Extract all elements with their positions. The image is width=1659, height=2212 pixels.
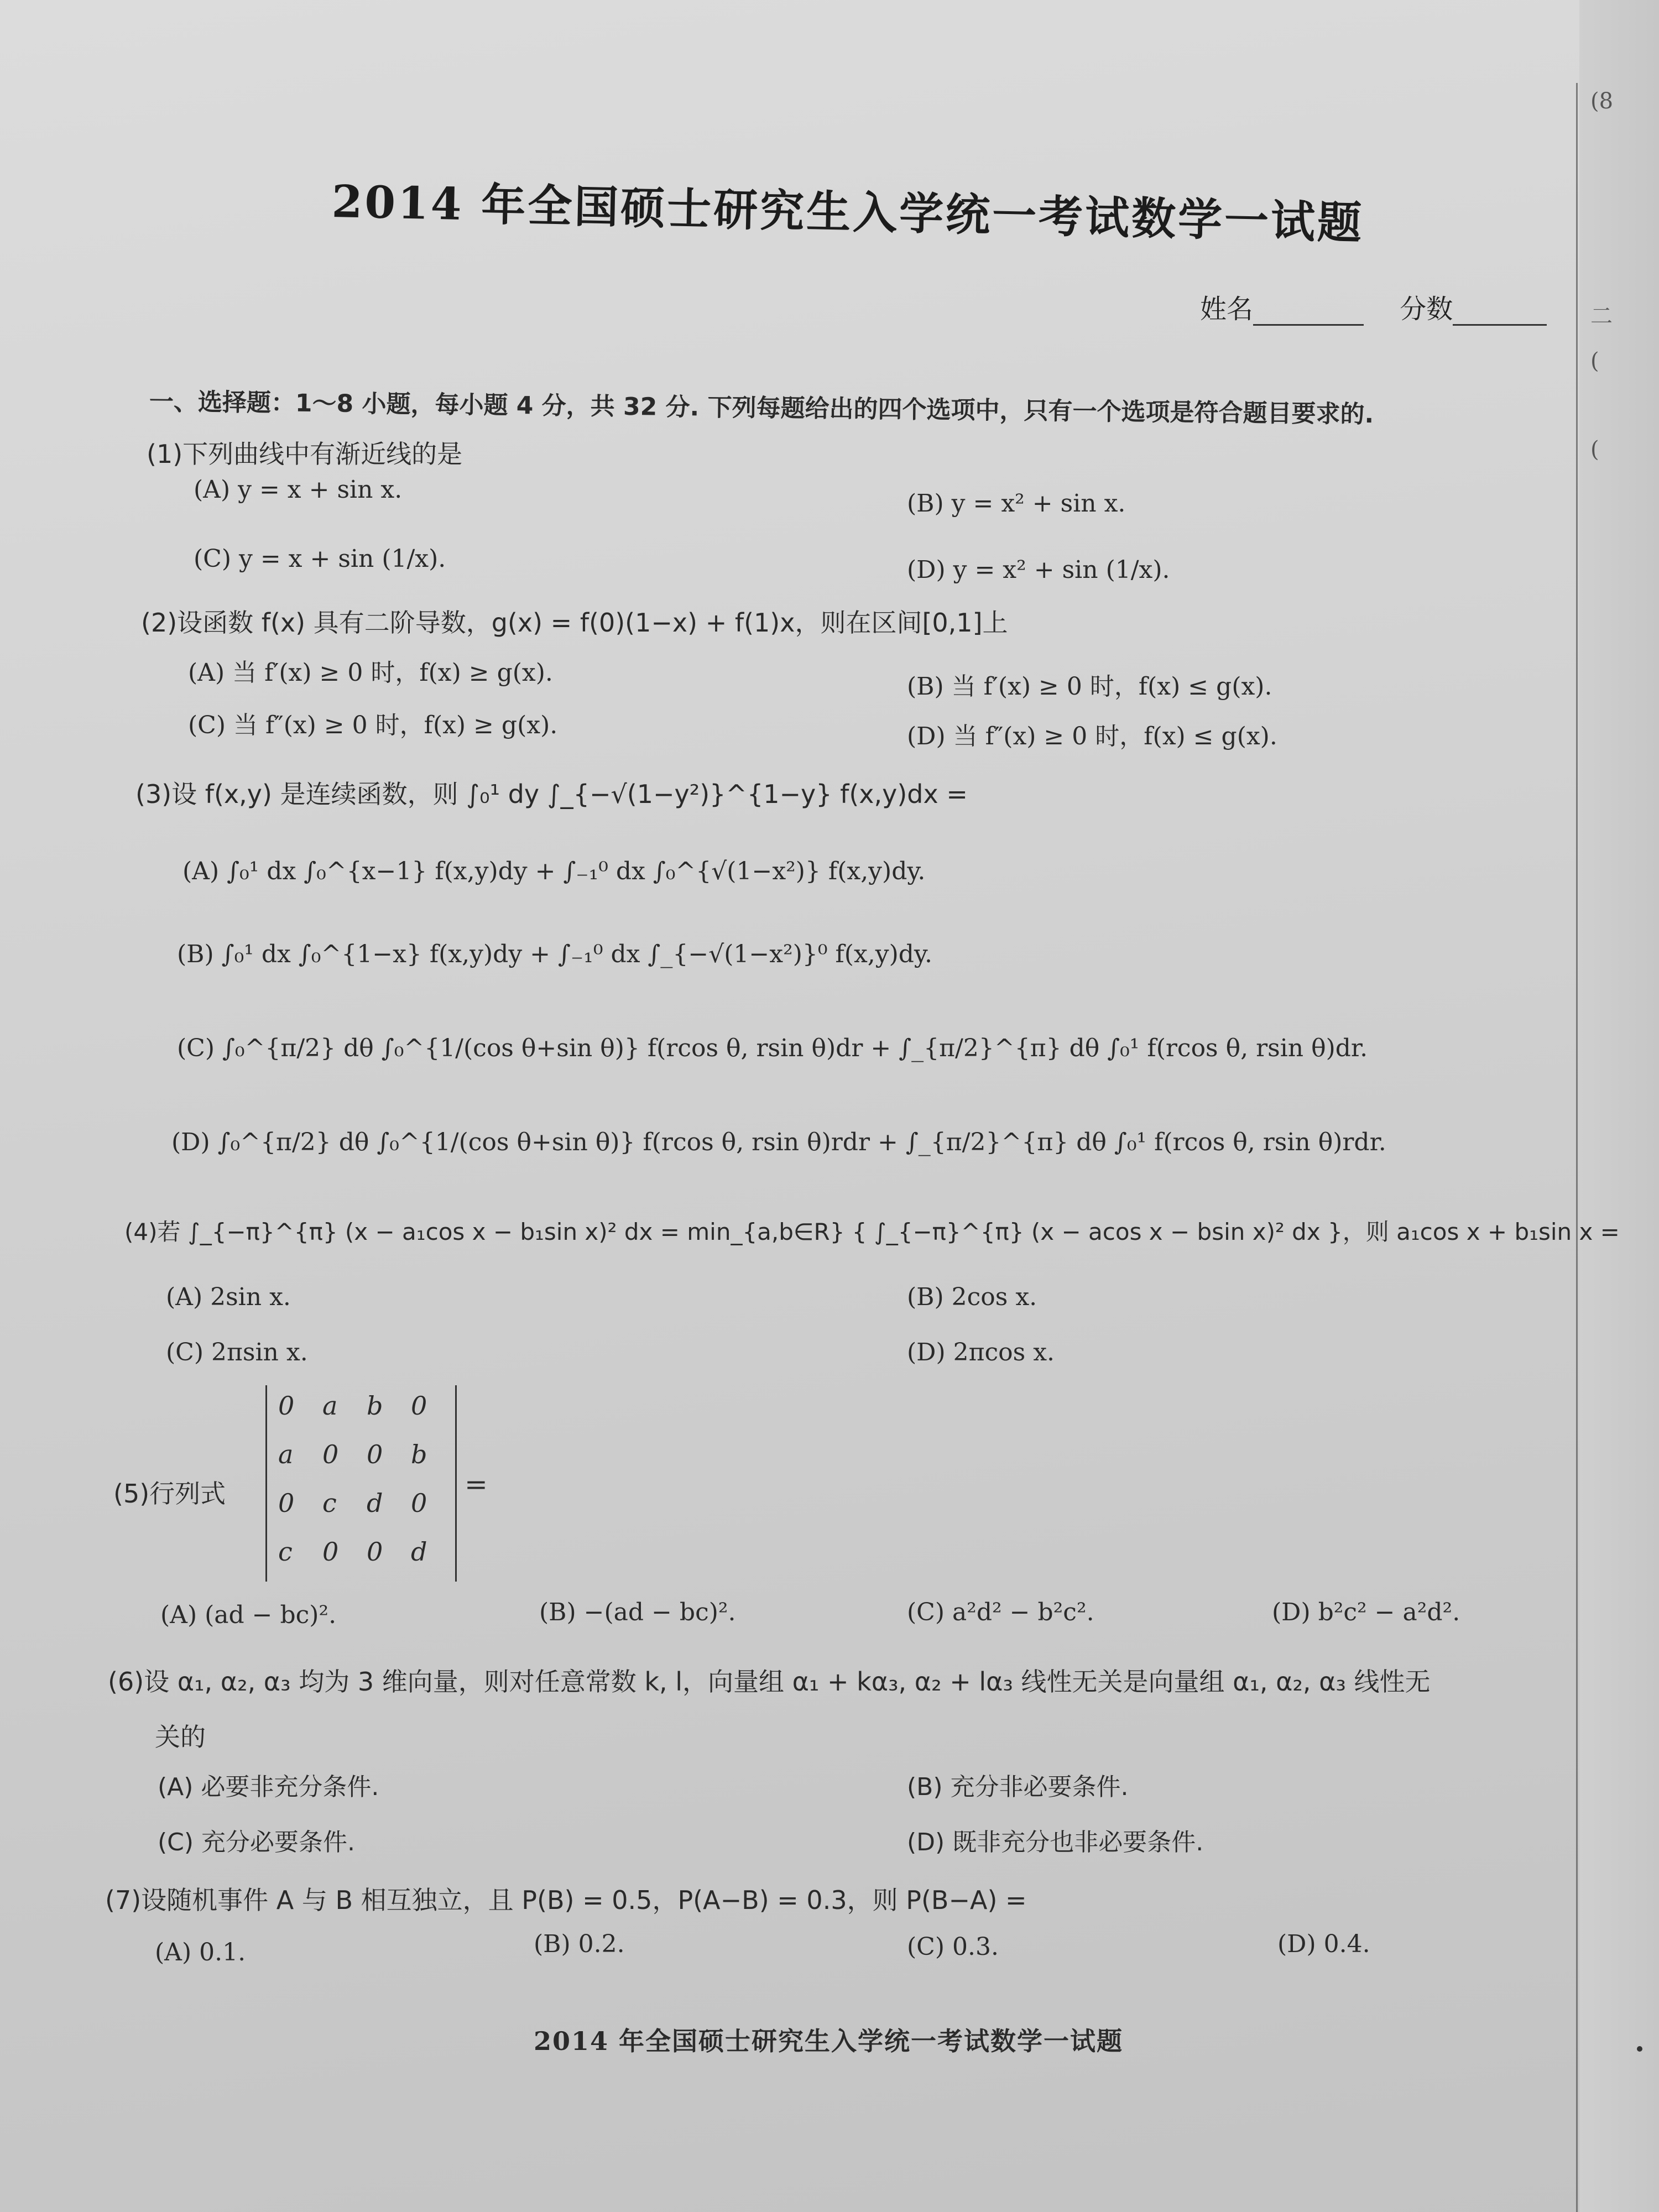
page-fold-line xyxy=(1576,83,1578,2212)
adjacent-page-fragment: (8 xyxy=(1590,88,1614,114)
q4-option-b[interactable]: (B) 2cos x. xyxy=(907,1283,1037,1311)
q3-option-c[interactable]: (C) ∫₀^{π/2} dθ ∫₀^{1/(cos θ+sin θ)} f(rcos θ, rsin θ)dr + ∫_{π/2}^{π} dθ ∫₀¹ f(rcos θ, rsin θ)dr. xyxy=(177,1034,1368,1062)
matrix-cell: b xyxy=(411,1439,427,1469)
q6-option-a[interactable]: (A) 必要非充分条件. xyxy=(158,1773,379,1801)
matrix-cell: 0 xyxy=(411,1391,427,1421)
q5-option-c[interactable]: (C) a²d² − b²c². xyxy=(907,1598,1094,1626)
matrix-cell: a xyxy=(322,1391,338,1421)
q7-option-d[interactable]: (D) 0.4. xyxy=(1277,1930,1370,1958)
matrix-cell: 0 xyxy=(322,1537,339,1567)
q7-option-a[interactable]: (A) 0.1. xyxy=(155,1938,246,1966)
q6-option-b[interactable]: (B) 充分非必要条件. xyxy=(907,1773,1129,1801)
page-footer: 2014 年全国硕士研究生入学统一考试数学一试题 xyxy=(534,2026,1124,2056)
matrix-cell: 0 xyxy=(367,1439,383,1469)
question-2-stem xyxy=(141,603,1008,639)
q4-option-d[interactable]: (D) 2πcos x. xyxy=(907,1338,1055,1366)
name-blank[interactable] xyxy=(1253,324,1364,326)
question-number: (4) xyxy=(124,1218,158,1245)
matrix-cell: 0 xyxy=(322,1439,339,1469)
matrix-cell: c xyxy=(278,1537,293,1567)
matrix-cell: b xyxy=(367,1391,383,1421)
q1-option-d[interactable]: (D) y = x² + sin (1/x). xyxy=(907,556,1170,584)
q2-option-a[interactable]: (A) 当 f′(x) ≥ 0 时，f(x) ≥ g(x). xyxy=(188,659,553,687)
q6-option-c[interactable]: (C) 充分必要条件. xyxy=(158,1828,356,1856)
page-title: 2014 年全国硕士研究生入学统一考试数学一试题 xyxy=(331,175,1364,249)
question-number: (1) xyxy=(147,439,183,469)
q5-option-a[interactable]: (A) (ad − bc)². xyxy=(160,1601,337,1629)
q1-option-b[interactable]: (B) y = x² + sin x. xyxy=(907,489,1126,518)
question-number: (5) xyxy=(113,1479,150,1509)
q1-option-c[interactable]: (C) y = x + sin (1/x). xyxy=(194,545,446,573)
question-text: 设函数 f(x) 具有二阶导数，g(x) = f(0)(1−x) + f(1)x，则在区间[0,1]上 xyxy=(177,608,1008,638)
adjacent-page-fragment: ( xyxy=(1590,437,1599,462)
matrix-cell: c xyxy=(322,1488,337,1518)
q2-option-d[interactable]: (D) 当 f″(x) ≥ 0 时，f(x) ≤ g(x). xyxy=(907,722,1277,750)
matrix-cell: d xyxy=(367,1488,383,1518)
q5-option-b[interactable]: (B) −(ad − bc)². xyxy=(539,1598,736,1626)
matrix-cell: 0 xyxy=(278,1488,295,1518)
q4-option-c[interactable]: (C) 2πsin x. xyxy=(166,1338,308,1366)
question-4-stem xyxy=(124,1214,1620,1247)
q1-option-a[interactable]: (A) y = x + sin x. xyxy=(194,476,403,504)
question-text: 设 f(x,y) 是连续函数，则 ∫₀¹ dy ∫_{−√(1−y²)}^{1−y} f(x,y)dx = xyxy=(171,779,968,809)
adjacent-page-edge xyxy=(1579,0,1659,2212)
adjacent-page-fragment: ( xyxy=(1590,348,1599,374)
q2-option-c[interactable]: (C) 当 f″(x) ≥ 0 时，f(x) ≥ g(x). xyxy=(188,711,558,739)
question-7-stem xyxy=(105,1880,1027,1917)
question-number: (6) xyxy=(108,1667,144,1697)
q2-option-b[interactable]: (B) 当 f′(x) ≥ 0 时，f(x) ≤ g(x). xyxy=(907,672,1272,701)
q5-option-d[interactable]: (D) b²c² − a²d². xyxy=(1272,1598,1460,1626)
q3-option-d[interactable]: (D) ∫₀^{π/2} dθ ∫₀^{1/(cos θ+sin θ)} f(rcos θ, rsin θ)rdr + ∫_{π/2}^{π} dθ ∫₀¹ f(rcos θ, rsin θ)rdr. xyxy=(171,1128,1386,1156)
question-1-stem xyxy=(147,434,462,471)
question-text: 设随机事件 A 与 B 相互独立，且 P(B) = 0.5，P(A−B) = 0.3，则 P(B−A) = xyxy=(141,1885,1027,1915)
matrix-cell: a xyxy=(278,1439,294,1469)
question-6-stem xyxy=(108,1662,1431,1698)
page-mark-dot xyxy=(1637,2046,1642,2052)
question-number: (2) xyxy=(141,608,178,638)
q3-option-a[interactable]: (A) ∫₀¹ dx ∫₀^{x−1} f(x,y)dy + ∫₋₁⁰ dx ∫₀^{√(1−x²)} f(x,y)dy. xyxy=(182,857,926,885)
score-blank[interactable] xyxy=(1453,324,1547,326)
q4-option-a[interactable]: (A) 2sin x. xyxy=(166,1283,291,1311)
question-6-stem-continued: 关的 xyxy=(155,1722,206,1752)
q7-option-b[interactable]: (B) 0.2. xyxy=(534,1930,625,1958)
student-info xyxy=(1200,288,1574,326)
name-label: 姓名 xyxy=(1200,294,1254,325)
equals-sign: = xyxy=(465,1468,488,1500)
question-number: (7) xyxy=(105,1885,142,1915)
q7-option-c[interactable]: (C) 0.3. xyxy=(907,1933,999,1961)
score-label: 分数 xyxy=(1400,294,1453,325)
question-text: 若 ∫_{−π}^{π} (x − a₁cos x − b₁sin x)² dx = min_{a,b∈R} { ∫_{−π}^{π} (x − acos x − bsin x)² dx }，则 a₁cos x + b₁sin x = xyxy=(157,1218,1620,1245)
question-text: 下列曲线中有渐近线的是 xyxy=(182,439,463,469)
question-text: 设 α₁, α₂, α₃ 均为 3 维向量，则对任意常数 k, l，向量组 α₁ + kα₃, α₂ + lα₃ 线性无关是向量组 α₁, α₂, α₃ 线性无 xyxy=(144,1667,1431,1697)
question-5-stem xyxy=(113,1474,226,1510)
determinant-matrix xyxy=(265,1385,457,1582)
question-number: (3) xyxy=(135,779,172,809)
section-heading: 一、选择题：1～8 小题，每小题 4 分，共 32 分. 下列每题给出的四个选项中，只有一个选项是符合题目要求的. xyxy=(149,388,1374,429)
question-3-stem xyxy=(135,774,968,811)
matrix-cell: 0 xyxy=(411,1488,427,1518)
matrix-cell: 0 xyxy=(278,1391,295,1421)
q6-option-d[interactable]: (D) 既非充分也非必要条件. xyxy=(907,1828,1204,1856)
question-text: 行列式 xyxy=(149,1479,226,1509)
matrix-cell: d xyxy=(411,1537,427,1567)
q3-option-b[interactable]: (B) ∫₀¹ dx ∫₀^{1−x} f(x,y)dy + ∫₋₁⁰ dx ∫_{−√(1−x²)}⁰ f(x,y)dy. xyxy=(177,940,932,968)
adjacent-page-fragment: 二 xyxy=(1590,304,1613,329)
matrix-cell: 0 xyxy=(367,1537,383,1567)
